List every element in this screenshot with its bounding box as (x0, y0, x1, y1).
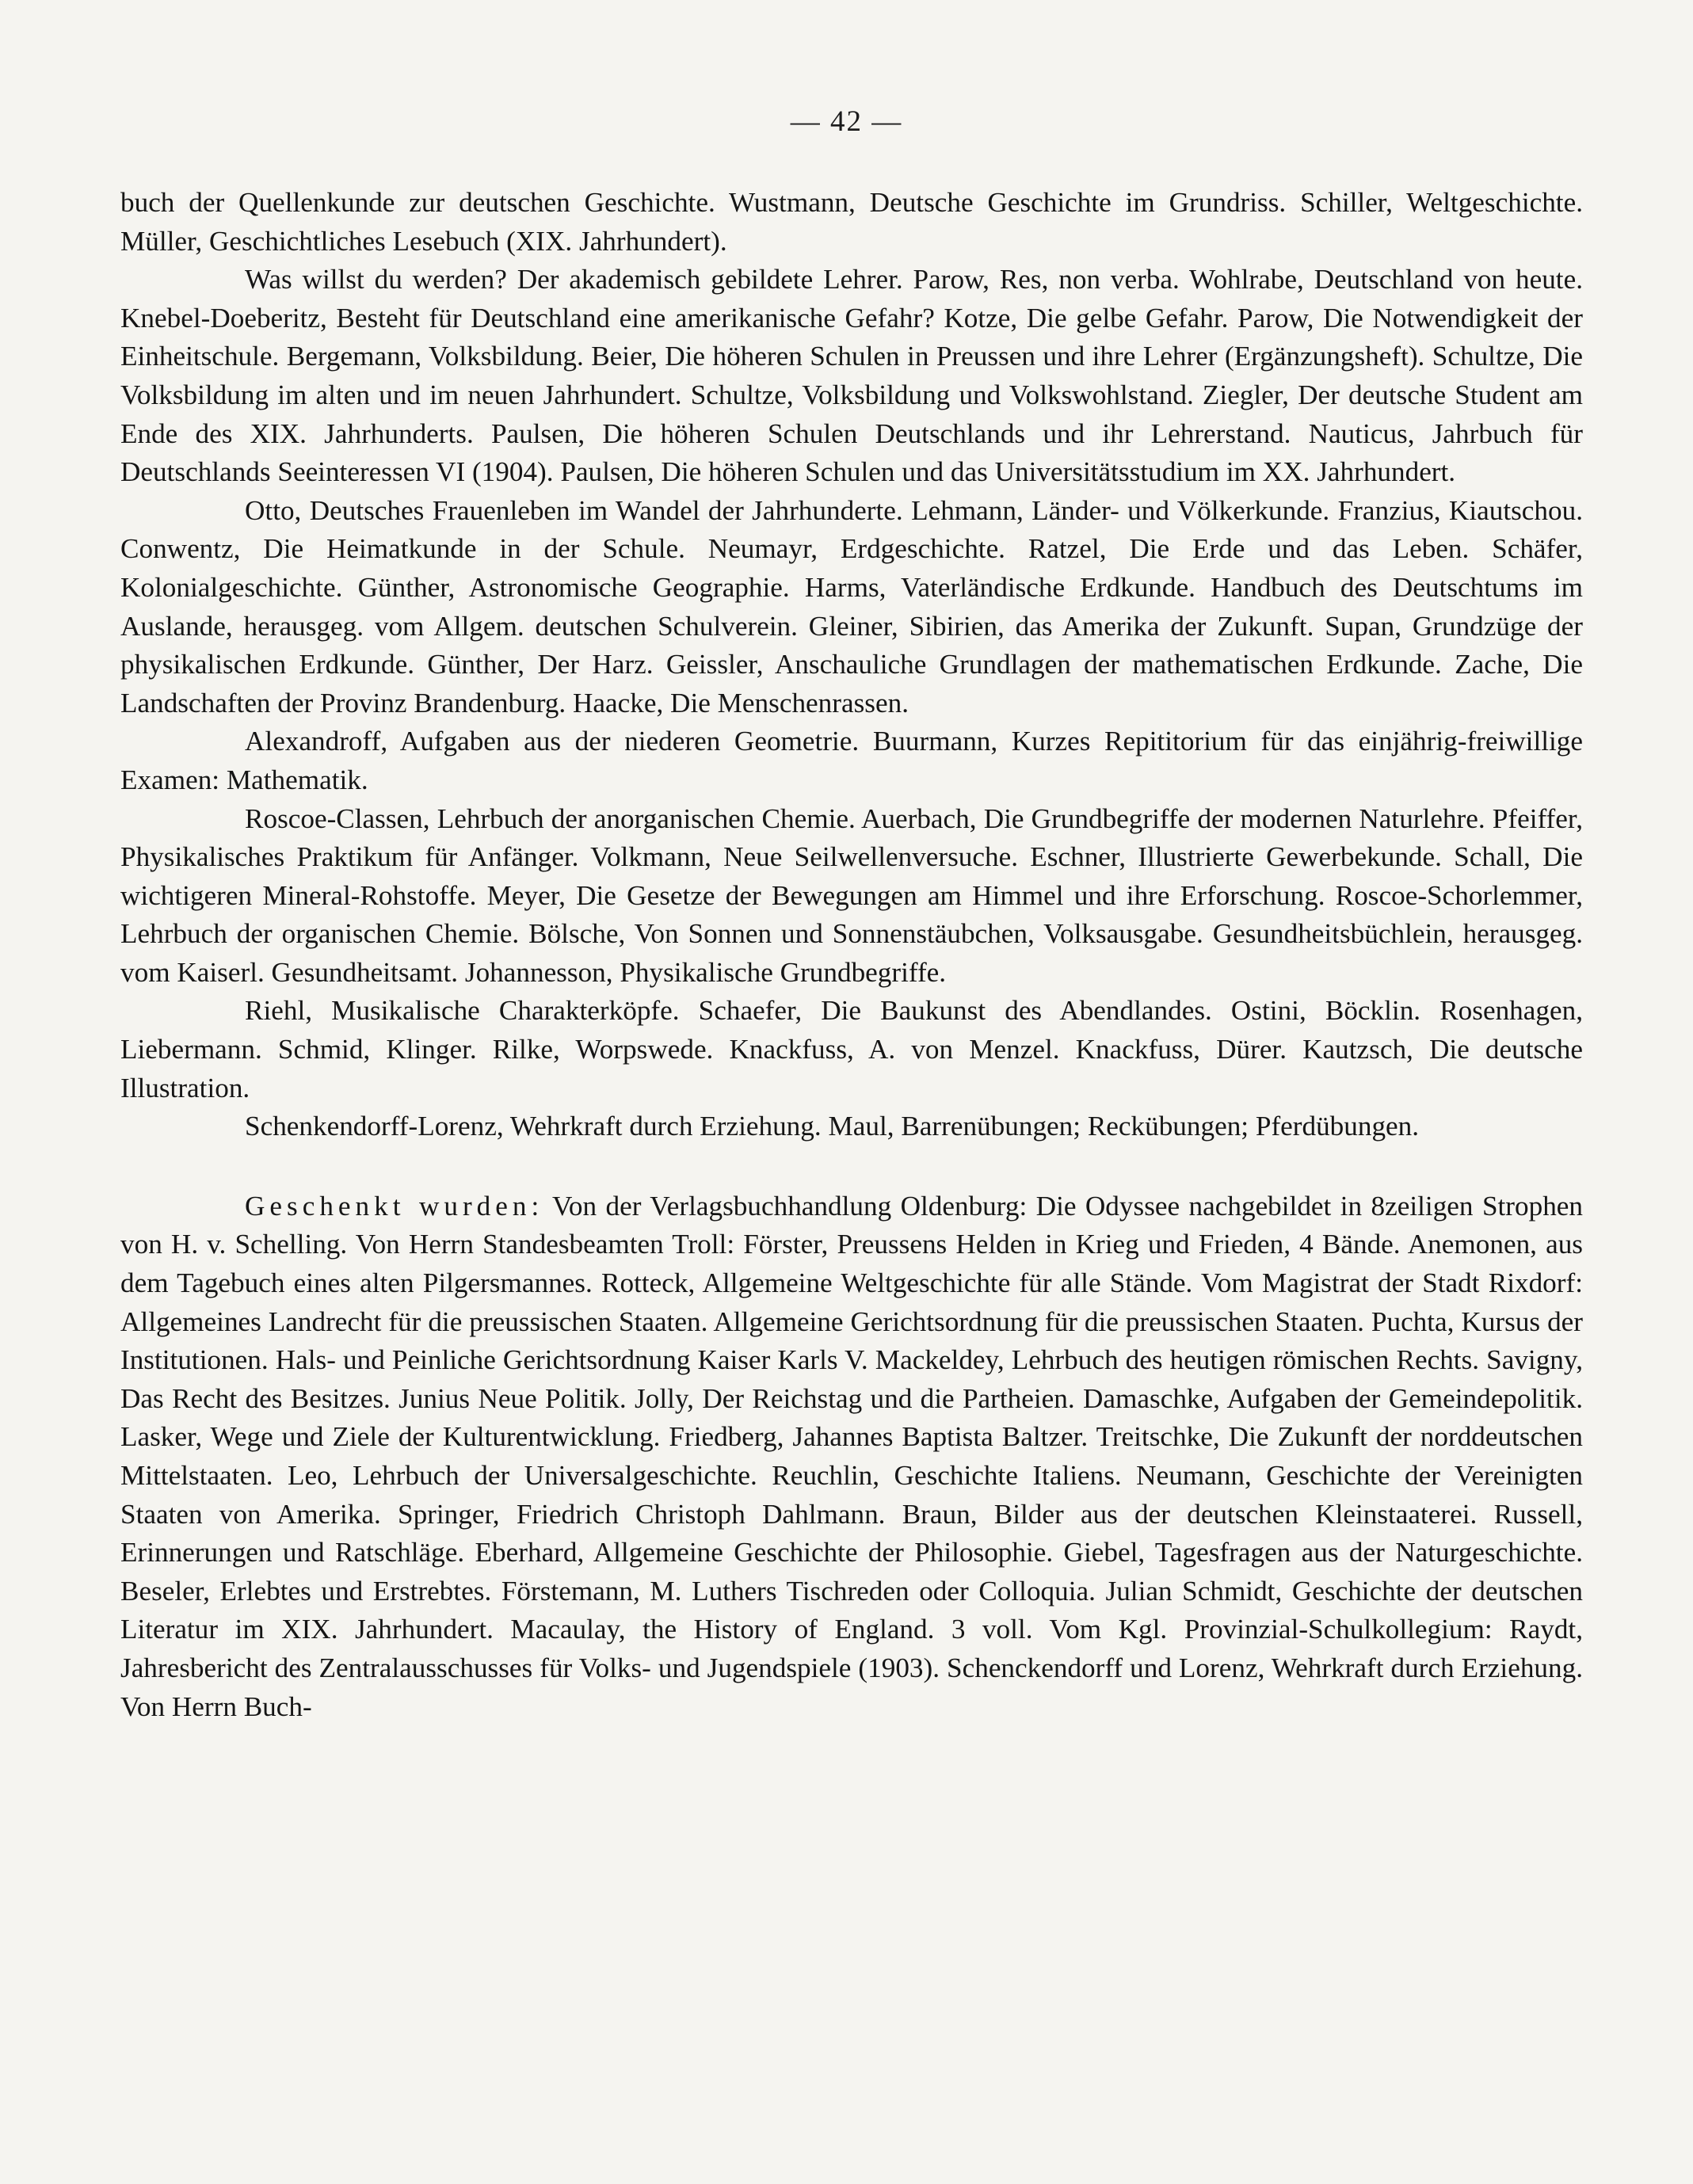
paragraph-geography: Otto, Deutsches Frauenleben im Wandel der Jahrhunderte. Lehmann, Länder- und Völkerkunde. Franzius, Kiautschou. Conwentz, Die Heimatkunde in der Schule. Neumayr, Erdgeschichte. Ratzel, Die Erde und das Leben. Schäfer, Kolonialgeschichte. Günther, Astronomische Geographie. Harms, Vaterländische Erdkunde. Handbuch des Deutschtums im Auslande, herausgeg. vom Allgem. deutschen Schulverein. Gleiner, Sibirien, das Amerika der Zukunft. Supan, Grundzüge der physikalischen Erdkunde. Günther, Der Harz. Geissler, Anschauliche Grundlagen der mathematischen Erdkunde. Zache, Die Landschaften der Provinz Brandenburg. Haacke, Die Menschenrassen. (120, 494, 1583, 718)
paragraph-donations (120, 1187, 1583, 1726)
paragraph-physical-education: Schenkendorff-Lorenz, Wehrkraft durch Erziehung. Maul, Barrenübungen; Reckübungen; Pferdübungen. (245, 1111, 1420, 1142)
paragraph-education: Was willst du werden? Der akademisch gebildete Lehrer. Parow, Res, non verba. Wohlrabe, Deutschland von heute. Knebel-Doeberitz, Besteht für Deutschland eine amerikanische Gefahr? Kotze, Die gelbe Gefahr. Parow, Die Notwendigkeit der Einheitschule. Bergemann, Volksbildung. Beier, Die höheren Schulen in Preussen und ihre Lehrer (Ergänzungsheft). Schultze, Die Volksbildung im alten und im neuen Jahrhundert. Schultze, Volksbildung und Volkswohlstand. Ziegler, Der deutsche Student am Ende des XIX. Jahrhunderts. Paulsen, Die höheren Schulen Deutschlands und ihr Lehrerstand. Nauticus, Jahrbuch für Deutschlands Seeinteressen VI (1904). Paulsen, Die höheren Schulen und das Universitätsstudium im XX. Jahrhundert. (120, 264, 1583, 488)
paragraph-natural-sciences: Roscoe-Classen, Lehrbuch der anorganischen Chemie. Auerbach, Die Grundbegriffe der modernen Naturlehre. Pfeiffer, Physikalisches Praktikum für Anfänger. Volkmann, Neue Seilwellenversuche. Eschner, Illustrierte Gewerbekunde. Schall, Die wichtigeren Mineral-Rohstoffe. Meyer, Die Gesetze der Bewegungen am Himmel und ihre Erforschung. Roscoe-Schorlemmer, Lehrbuch der organischen Chemie. Bölsche, Von Sonnen und Sonnenstäubchen, Volksausgabe. Gesundheitsbüchlein, herausgeg. vom Kaiserl. Gesundheitsamt. Johannesson, Physikalische Grundbegriffe. (120, 802, 1583, 988)
paragraph-history-continued: buch der Quellenkunde zur deutschen Geschichte. Wustmann, Deutsche Geschichte im Grundriss. Schiller, Weltgeschichte. Müller, Geschichtliches Lesebuch (XIX. Jahrhundert). (120, 187, 1583, 257)
paragraph-art: Riehl, Musikalische Charakterköpfe. Schaefer, Die Baukunst des Abendlandes. Ostini, Böcklin. Rosenhagen, Liebermann. Schmid, Klinger. Rilke, Worpswede. Knackfuss, A. von Menzel. Knackfuss, Dürer. Kautzsch, Die deutsche Illustration. (120, 995, 1583, 1103)
donations-text: Von der Verlagsbuchhandlung Oldenburg: Die Odyssee nachgebildet in 8zeiligen Strophen von H. v. Schelling. Von Herrn Standesbeamten Troll: Förster, Preussens Helden in Krieg und Frieden, 4 Bände. Anemonen, aus dem Tagebuch eines alten Pilgersmannes. Rotteck, Allgemeine Weltgeschichte für alle Stände. Vom Magistrat der Stadt Rixdorf: Allgemeines Landrecht für die preussischen Staaten. Allgemeine Gerichtsordnung für die preussischen Staaten. Puchta, Kursus der Institutionen. Hals- und Peinliche Gerichtsordnung Kaiser Karls V. Mackeldey, Lehrbuch des heutigen römischen Rechts. Savigny, Das Recht des Besitzes. Junius Neue Politik. Jolly, Der Reichstag und die Partheien. Damaschke, Aufgaben der Gemeindepolitik. Lasker, Wege und Ziele der Kulturentwicklung. Friedberg, Jahannes Baptista Baltzer. Treitschke, Die Zukunft der norddeutschen Mittelstaaten. Leo, Lehrbuch der Universalgeschichte. Reuchlin, Geschichte Italiens. Neumann, Geschichte der Vereinigten Staaten von Amerika. Springer, Friedrich Christoph Dahlmann. Braun, Bilder aus der deutschen Kleinstaaterei. Russell, Erinnerungen und Ratschläge. Eberhard, Allgemeine Geschichte der Philosophie. Giebel, Tagesfragen aus der Naturgeschichte. Beseler, Erlebtes und Erstrebtes. Förstemann, M. Luthers Tischreden oder Colloquia. Julian Schmidt, Geschichte der deutschen Literatur im XIX. Jahrhundert. Macaulay, the History of England. 3 voll. Vom Kgl. Provinzial-Schulkollegium: Raydt, Jahresbericht des Zentralausschusses für Volks- und Jugendspiele (1903). Schenckendorff und Lorenz, Wehrkraft durch Erziehung. Von Herrn Buch- (120, 1190, 1584, 1722)
page-number: — 42 — (790, 105, 903, 138)
donations-lead: Geschenkt wurden: (245, 1190, 544, 1222)
body-text (120, 184, 1583, 1726)
paragraph-mathematics: Alexandroff, Aufgaben aus der niederen Geometrie. Buurmann, Kurzes Repititorium für das einjährig-freiwillige Examen: Mathematik. (120, 726, 1583, 795)
